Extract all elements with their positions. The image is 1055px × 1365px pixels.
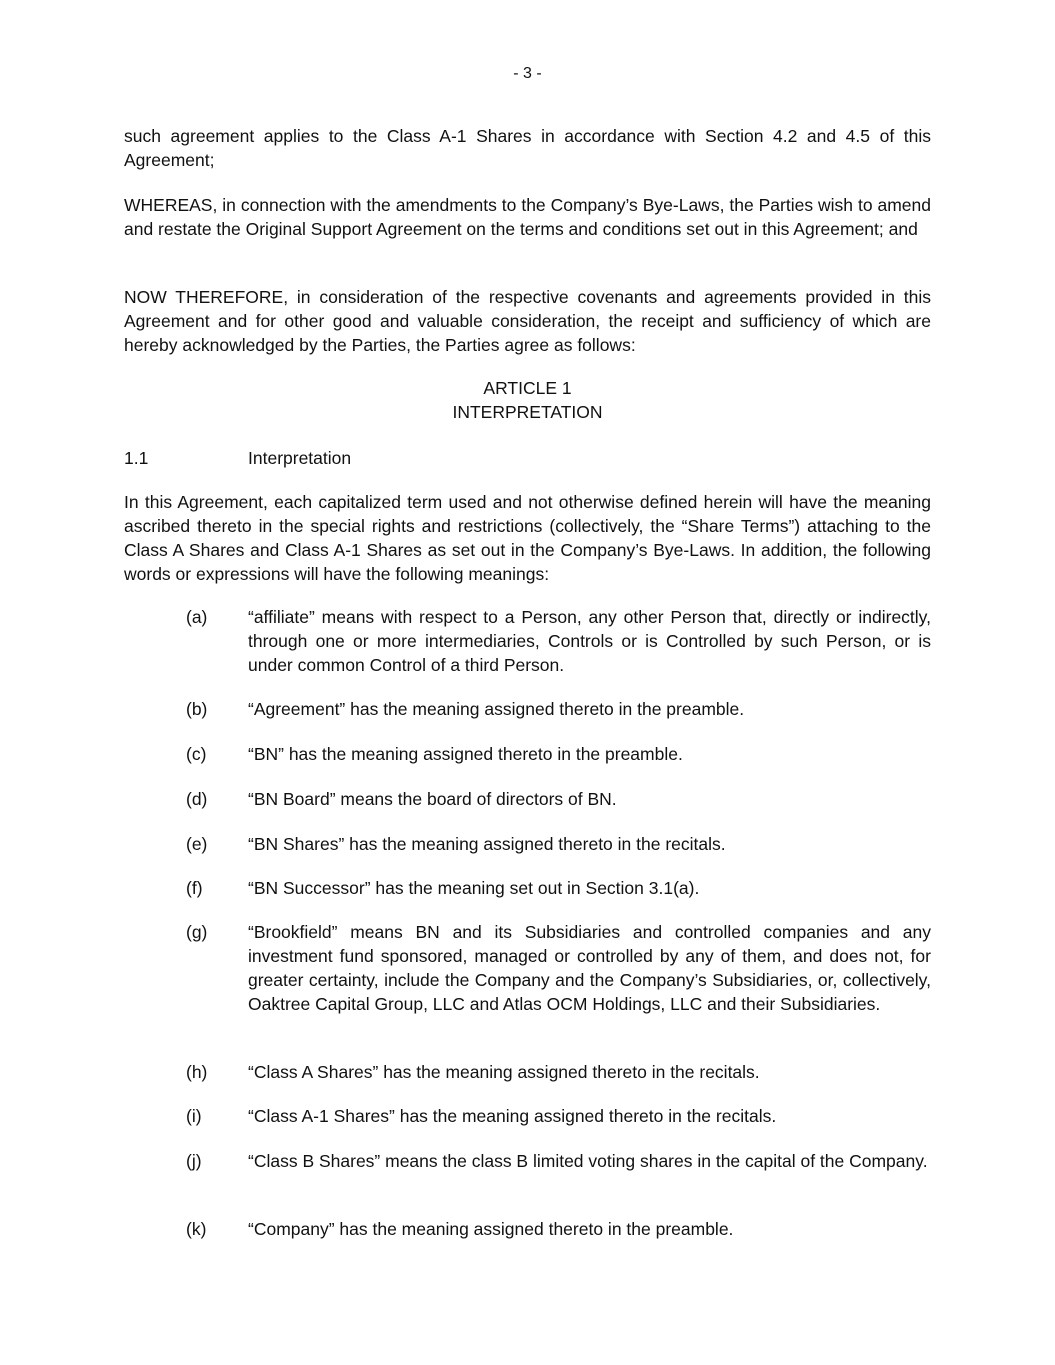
definition-label: (d) (186, 789, 208, 809)
section-title: Interpretation (248, 448, 352, 468)
section-heading (124, 446, 931, 470)
definition-text: “BN” has the meaning assigned thereto in the preamble. (248, 744, 683, 764)
definition-label: (g) (186, 922, 208, 942)
definition-text: “BN Shares” has the meaning assigned thereto in the recitals. (248, 834, 726, 854)
definition-label: (a) (186, 607, 208, 627)
definition-label: (b) (186, 699, 208, 719)
page-number: - 3 - (513, 65, 542, 82)
definition-label: (h) (186, 1062, 208, 1082)
article-number: ARTICLE 1 (483, 378, 572, 398)
definition-label: (i) (186, 1106, 202, 1126)
definition-label: (e) (186, 834, 208, 854)
definition-text: “Brookfield” means BN and its Subsidiaries and controlled companies and any investment fund sponsored, managed or controlled by any of them, and does not, for greater certainty, include the Company and the Company’s Subsidiaries, or, collectively, Oaktree Capital Group, LLC and Atlas OCM Holdings, LLC and their Subsidiaries. (248, 922, 931, 1014)
section-number: 1.1 (124, 448, 149, 468)
definition-label: (j) (186, 1151, 202, 1171)
definition-text: “Agreement” has the meaning assigned thereto in the preamble. (248, 699, 745, 719)
section-intro-paragraph: In this Agreement, each capitalized term used and not otherwise defined herein will have the meaning ascribed thereto in the special rights and restrictions (collectively, the “Share Terms”) attaching to the Class A Shares and Class A-1 Shares as set out in the Company’s Bye-Laws. In addition, the following words or expressions will have the following meanings: (124, 492, 931, 584)
definition-label: (c) (186, 744, 207, 764)
definition-text: “BN Board” means the board of directors of BN. (248, 789, 617, 809)
definition-text: “Class A-1 Shares” has the meaning assigned thereto in the recitals. (248, 1106, 777, 1126)
definition-text: “Class B Shares” means the class B limited voting shares in the capital of the Company. (248, 1151, 928, 1171)
definition-text: “Company” has the meaning assigned thereto in the preamble. (248, 1219, 734, 1239)
definition-label: (k) (186, 1219, 207, 1239)
definition-text: “Class A Shares” has the meaning assigned thereto in the recitals. (248, 1062, 760, 1082)
definition-text: “affiliate” means with respect to a Person, any other Person that, directly or indirectly, through one or more intermediaries, Controls or is Controlled by such Person, or is under common Control of a third Person. (248, 607, 931, 675)
definition-text: “BN Successor” has the meaning set out in Section 3.1(a). (248, 878, 700, 898)
paragraph-preamble-continuation: such agreement applies to the Class A-1 Shares in accordance with Section 4.2 and 4.5 of this Agreement; (124, 126, 931, 170)
paragraph-now-therefore: NOW THEREFORE, in consideration of the respective covenants and agreements provided in this Agreement and for other good and valuable consideration, the receipt and sufficiency of which are hereby acknowledged by the Parties, the Parties agree as follows: (124, 287, 931, 355)
paragraph-whereas: WHEREAS, in connection with the amendments to the Company’s Bye-Laws, the Parties wish to amend and restate the Original Support Agreement on the terms and conditions set out in this Agreement; and (124, 195, 931, 239)
article-title: INTERPRETATION (452, 402, 603, 422)
definition-label: (f) (186, 878, 203, 898)
